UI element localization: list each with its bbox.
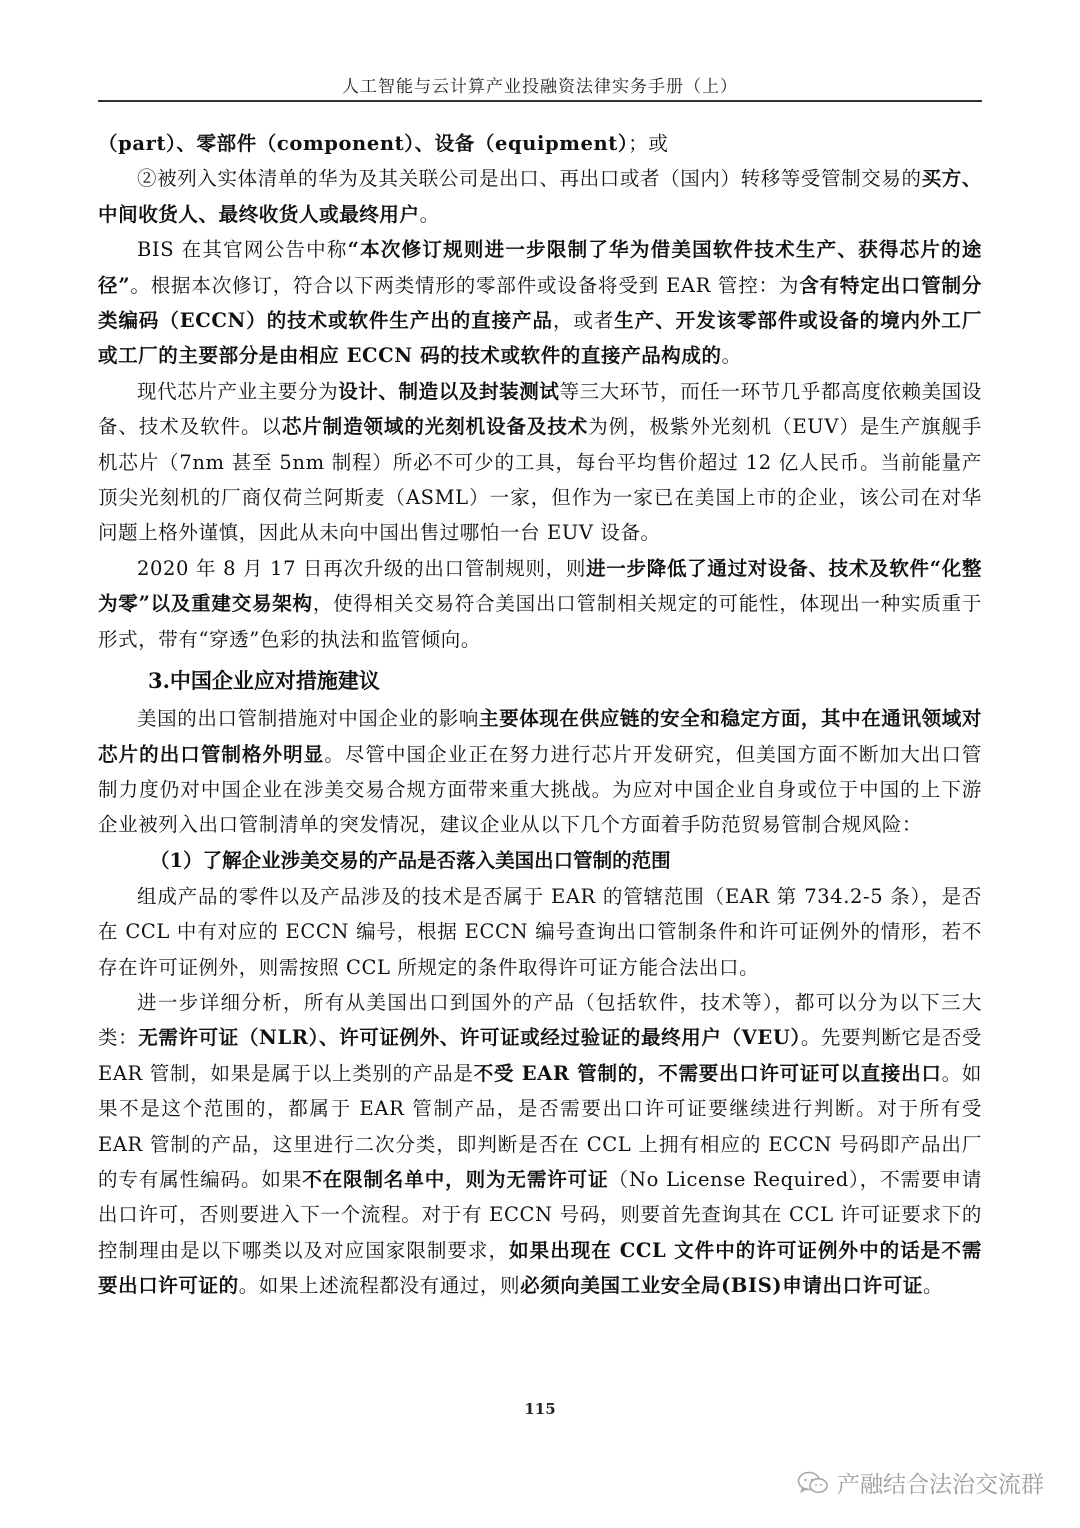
section-heading: 3.中国企业应对措施建议 <box>148 668 380 694</box>
text-run: （No License Required），不需要申请出口许可，否则要进入下一个流程。对于有 ECCN 号码，则要首先查询其在 CCL 许可证要求下的控制理由是以下哪类以及对应国家限制要求， <box>98 1167 982 1262</box>
text-run: ，使得相关交易符合美国出口管制相关规定的可能性，体现出一种实质重于形式，带有“穿透”色彩的执法和监管倾向。 <box>98 592 982 651</box>
paragraph-group-subsection <box>98 879 982 1304</box>
text-run: 。 <box>922 1274 944 1298</box>
text-run: 。如果不是这个范围的，都属于 EAR 管制产品，是否需要出口许可证要继续进行判断。对于所有受 EAR 管制的产品，这里进行二次分类，即判断是否在 CCL 上拥有相应的 ECCN 号码即产品出厂的专有属性编码。如果 <box>98 1061 983 1191</box>
text-run: 等三大环节，而任一环节几乎都高度依赖美国设备、技术及软件。以 <box>98 379 982 439</box>
text-run: 组成产品的零件以及产品涉及的技术是否属于 EAR 的管辖范围（EAR 第 734.2-5 条），是否在 CCL 中有对应的 ECCN 编号，根据 ECCN 编号查询出口管制条件和许可证例外的情形，若不存在许可证例外，则需按照 CCL 所规定的条件取得许可证方能合法出口。 <box>98 884 982 979</box>
watermark <box>797 1466 1044 1499</box>
bold-text: 如果出现在 CCL 文件中的许可证例外中的话是不需要出口许可证的 <box>98 1238 982 1298</box>
text-run: 2020 年 8 月 17 日再次升级的出口管制规则，则 <box>137 556 587 580</box>
paragraph <box>98 374 982 551</box>
text-run: BIS 在其官网公告中称 <box>137 238 348 262</box>
bold-text: 买方、中间收货人、最终收货人或最终用户 <box>98 167 982 226</box>
watermark-text: 产融结合法治交流群 <box>837 1472 1044 1498</box>
running-header: 人工智能与云计算产业投融资法律实务手册（上） <box>342 77 738 97</box>
paragraph <box>98 701 982 843</box>
bold-text: 无需许可证（NLR）、许可证例外、许可证或经过验证的最终用户（VEU） <box>138 1026 801 1050</box>
text-run: 。先要判断它是否受 EAR 管制，如果是属于以上类别的产品是 <box>98 1026 982 1085</box>
bold-text: 必须向美国工业安全局(BIS)申请出口许可证 <box>520 1274 923 1298</box>
page-number: 115 <box>524 1400 556 1418</box>
text-run: 。如果上述流程都没有通过，则 <box>238 1274 521 1298</box>
paragraph <box>98 551 982 657</box>
text-run: 。根据本次修订，符合以下两类情形的零部件或设备将受到 EAR 管控：为 <box>130 273 800 297</box>
paragraph <box>98 126 982 161</box>
bold-text: 设计、制造以及封装测试 <box>338 379 560 403</box>
text-run: 现代芯片产业主要分为 <box>137 379 339 403</box>
text-run: ②被列入实体清单的华为及其关联公司是出口、再出口或者（国内）转移等受管制交易的 <box>137 167 922 191</box>
bold-text: 进一步降低了通过对设备、技术及软件“化整为零”以及重建交易架构 <box>98 556 982 616</box>
bold-text: 生产、开发该零部件或设备的境内外工厂或工厂的主要部分是由相应 ECCN 码的技术或软件的直接产品构成的 <box>98 309 982 368</box>
paragraph <box>98 879 982 985</box>
text-run: 进一步详细分析，所有从美国出口到国外的产品（包括软件，技术等），都可以分为以下三大类： <box>98 990 982 1050</box>
wechat-icon <box>797 1470 829 1496</box>
bold-text: 含有特定出口管制分类编码（ECCN）的技术或软件生产出的直接产品 <box>98 273 982 333</box>
sub-heading: （1）了解企业涉美交易的产品是否落入美国出口管制的范围 <box>150 848 671 872</box>
paragraph <box>98 232 982 374</box>
bold-text: 主要体现在供应链的安全和稳定方面，其中在通讯领域对芯片的出口管制格外明显 <box>98 707 982 766</box>
header-rule <box>98 100 982 102</box>
text-run: 。尽管中国企业正在努力进行芯片开发研究，但美国方面不断加大出口管制力度仍对中国企业在涉美交易合规方面带来重大挑战。为应对中国企业自身或位于中国的上下游企业被列入出口管制清单的突发情况，建议企业从以下几个方面着手防范贸易管制合规风险： <box>98 742 982 837</box>
body-text <box>98 126 982 1304</box>
paragraph <box>98 161 982 232</box>
paragraph-group-intro <box>98 126 982 657</box>
paragraph <box>98 985 982 1304</box>
text-run: 。 <box>721 344 742 368</box>
bold-text: “本次修订规则进一步限制了华为借美国软件技术生产、获得芯片的途径” <box>98 238 982 297</box>
paragraph-group-section <box>98 701 982 843</box>
bold-text: 不受 EAR 管制的，不需要出口许可证可以直接出口 <box>473 1061 942 1085</box>
text-run: ；或 <box>628 132 669 155</box>
bold-text: 芯片制造领域的光刻机设备及技术 <box>281 415 589 439</box>
bold-text: 不在限制名单中，则为无需许可证 <box>302 1167 609 1191</box>
text-run: 为例，极紫外光刻机（EUV）是生产旗舰手机芯片（7nm 甚至 5nm 制程）所必不可少的工具，每台平均售价超过 12 亿人民币。当前能量产顶尖光刻机的厂商仅荷兰阿斯麦（ASML）一家，但作为一家已在美国上市的企业，该公司在对华问题上格外谨慎，因此从未向中国出售过哪怕一台 EUV 设备。 <box>98 415 982 545</box>
bold-text: （part）、零部件（component）、设备（equipment） <box>98 132 629 155</box>
text-run: ，或者 <box>552 309 615 333</box>
text-run: 。 <box>419 202 440 226</box>
text-run: 美国的出口管制措施对中国企业的影响 <box>137 707 480 731</box>
